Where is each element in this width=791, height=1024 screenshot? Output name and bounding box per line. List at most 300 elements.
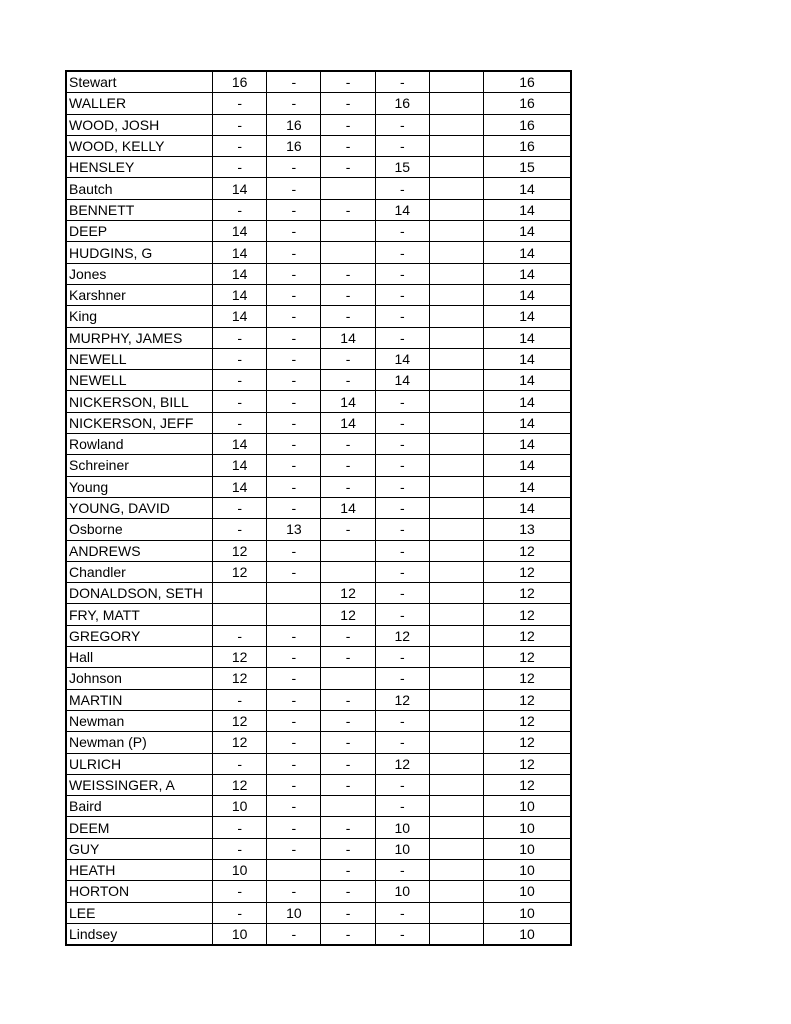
table-row: [66, 561, 571, 582]
table-row: [66, 859, 571, 880]
score-cell-4: -: [375, 391, 429, 412]
score-cell-2: 13: [267, 519, 321, 540]
score-cell-1: 14: [213, 178, 267, 199]
score-cell-2: -: [267, 93, 321, 114]
score-cell-1: 10: [213, 923, 267, 945]
score-cell-1: -: [213, 838, 267, 859]
score-cell-3: -: [321, 817, 375, 838]
name-cell: LEE: [66, 902, 213, 923]
score-cell-5: [429, 881, 483, 902]
score-cell-2: -: [267, 199, 321, 220]
name-cell: Newman (P): [66, 732, 213, 753]
total-cell: 14: [484, 434, 571, 455]
score-cell-4: -: [375, 71, 429, 93]
score-cell-2: -: [267, 434, 321, 455]
score-cell-3: -: [321, 284, 375, 305]
table-row: [66, 625, 571, 646]
score-cell-4: -: [375, 859, 429, 880]
total-cell: 14: [484, 455, 571, 476]
score-cell-2: -: [267, 647, 321, 668]
table-row: [66, 114, 571, 135]
score-cell-3: -: [321, 135, 375, 156]
score-cell-3: -: [321, 370, 375, 391]
table-row: [66, 647, 571, 668]
score-cell-3: 14: [321, 391, 375, 412]
table-row: [66, 157, 571, 178]
score-cell-5: [429, 710, 483, 731]
total-cell: 12: [484, 625, 571, 646]
score-cell-5: [429, 327, 483, 348]
score-cell-3: [321, 540, 375, 561]
score-cell-4: -: [375, 519, 429, 540]
score-cell-3: [321, 796, 375, 817]
score-cell-4: -: [375, 497, 429, 518]
name-cell: NICKERSON, BILL: [66, 391, 213, 412]
total-cell: 12: [484, 774, 571, 795]
total-cell: 12: [484, 710, 571, 731]
table-row: [66, 327, 571, 348]
total-cell: 12: [484, 540, 571, 561]
score-cell-5: [429, 540, 483, 561]
name-cell: Young: [66, 476, 213, 497]
score-cell-3: -: [321, 753, 375, 774]
score-cell-5: [429, 93, 483, 114]
name-cell: Lindsey: [66, 923, 213, 945]
name-cell: Baird: [66, 796, 213, 817]
total-cell: 16: [484, 93, 571, 114]
table-row: [66, 583, 571, 604]
total-cell: 10: [484, 923, 571, 945]
table-row: [66, 263, 571, 284]
score-cell-2: -: [267, 178, 321, 199]
total-cell: 12: [484, 753, 571, 774]
score-cell-5: [429, 455, 483, 476]
score-cell-3: -: [321, 348, 375, 369]
table-row: [66, 796, 571, 817]
score-cell-4: -: [375, 796, 429, 817]
table-row: [66, 732, 571, 753]
score-cell-1: 14: [213, 476, 267, 497]
score-cell-5: [429, 242, 483, 263]
score-cell-2: -: [267, 391, 321, 412]
score-cell-4: -: [375, 178, 429, 199]
score-cell-5: [429, 434, 483, 455]
score-cell-1: -: [213, 497, 267, 518]
score-cell-2: -: [267, 306, 321, 327]
score-cell-4: 12: [375, 753, 429, 774]
score-cell-1: 14: [213, 221, 267, 242]
name-cell: HUDGINS, G: [66, 242, 213, 263]
score-cell-2: -: [267, 348, 321, 369]
name-cell: Jones: [66, 263, 213, 284]
table-row: [66, 923, 571, 945]
name-cell: Stewart: [66, 71, 213, 93]
score-cell-2: -: [267, 284, 321, 305]
name-cell: WOOD, KELLY: [66, 135, 213, 156]
score-cell-1: [213, 604, 267, 625]
score-cell-1: 14: [213, 284, 267, 305]
score-cell-5: [429, 263, 483, 284]
score-cell-5: [429, 583, 483, 604]
score-cell-4: 16: [375, 93, 429, 114]
score-cell-5: [429, 796, 483, 817]
score-cell-3: [321, 668, 375, 689]
score-cell-4: 14: [375, 199, 429, 220]
score-cell-1: 16: [213, 71, 267, 93]
score-cell-3: -: [321, 306, 375, 327]
total-cell: 14: [484, 306, 571, 327]
total-cell: 16: [484, 135, 571, 156]
score-cell-4: -: [375, 114, 429, 135]
name-cell: Bautch: [66, 178, 213, 199]
total-cell: 10: [484, 796, 571, 817]
score-cell-2: -: [267, 561, 321, 582]
standings-table: [65, 70, 572, 946]
score-cell-2: -: [267, 455, 321, 476]
score-cell-1: 14: [213, 263, 267, 284]
score-cell-2: [267, 859, 321, 880]
score-cell-3: 12: [321, 604, 375, 625]
score-cell-4: -: [375, 561, 429, 582]
score-cell-1: 14: [213, 455, 267, 476]
table-row: [66, 221, 571, 242]
score-cell-1: -: [213, 817, 267, 838]
score-cell-2: -: [267, 732, 321, 753]
name-cell: Rowland: [66, 434, 213, 455]
score-cell-4: -: [375, 412, 429, 433]
score-cell-2: -: [267, 689, 321, 710]
score-cell-2: [267, 604, 321, 625]
score-cell-4: -: [375, 583, 429, 604]
name-cell: MURPHY, JAMES: [66, 327, 213, 348]
score-cell-2: 10: [267, 902, 321, 923]
score-cell-2: -: [267, 710, 321, 731]
score-cell-5: [429, 497, 483, 518]
table-row: [66, 519, 571, 540]
name-cell: BENNETT: [66, 199, 213, 220]
score-cell-1: 12: [213, 710, 267, 731]
score-cell-2: -: [267, 774, 321, 795]
name-cell: Newman: [66, 710, 213, 731]
score-cell-4: 15: [375, 157, 429, 178]
score-cell-2: -: [267, 497, 321, 518]
table-row: [66, 391, 571, 412]
total-cell: 16: [484, 114, 571, 135]
score-cell-2: -: [267, 71, 321, 93]
total-cell: 14: [484, 412, 571, 433]
table-row: [66, 817, 571, 838]
score-cell-1: -: [213, 902, 267, 923]
score-cell-3: -: [321, 923, 375, 945]
total-cell: 14: [484, 476, 571, 497]
name-cell: Osborne: [66, 519, 213, 540]
name-cell: WEISSINGER, A: [66, 774, 213, 795]
total-cell: 12: [484, 647, 571, 668]
score-cell-5: [429, 221, 483, 242]
score-cell-3: -: [321, 838, 375, 859]
table-row: [66, 689, 571, 710]
score-cell-1: -: [213, 348, 267, 369]
name-cell: Johnson: [66, 668, 213, 689]
table-row: [66, 71, 571, 93]
score-cell-2: -: [267, 881, 321, 902]
score-cell-4: -: [375, 774, 429, 795]
table-row: [66, 540, 571, 561]
score-cell-4: -: [375, 604, 429, 625]
score-cell-4: -: [375, 242, 429, 263]
score-cell-4: -: [375, 263, 429, 284]
score-cell-5: [429, 370, 483, 391]
score-cell-1: 10: [213, 796, 267, 817]
name-cell: ANDREWS: [66, 540, 213, 561]
total-cell: 12: [484, 604, 571, 625]
score-cell-2: [267, 583, 321, 604]
score-cell-5: [429, 774, 483, 795]
name-cell: Hall: [66, 647, 213, 668]
score-cell-1: 10: [213, 859, 267, 880]
name-cell: DEEM: [66, 817, 213, 838]
table-row: [66, 774, 571, 795]
score-cell-5: [429, 476, 483, 497]
score-cell-5: [429, 114, 483, 135]
score-cell-1: 12: [213, 540, 267, 561]
score-cell-4: -: [375, 476, 429, 497]
name-cell: WALLER: [66, 93, 213, 114]
score-cell-2: -: [267, 221, 321, 242]
total-cell: 15: [484, 157, 571, 178]
table-row: [66, 434, 571, 455]
score-cell-5: [429, 902, 483, 923]
total-cell: 14: [484, 242, 571, 263]
score-cell-2: -: [267, 625, 321, 646]
score-cell-3: 14: [321, 412, 375, 433]
score-cell-4: 10: [375, 817, 429, 838]
total-cell: 10: [484, 838, 571, 859]
score-cell-5: [429, 348, 483, 369]
score-cell-3: [321, 221, 375, 242]
total-cell: 12: [484, 732, 571, 753]
table-row: [66, 284, 571, 305]
score-cell-5: [429, 647, 483, 668]
score-cell-1: 14: [213, 434, 267, 455]
score-cell-1: -: [213, 327, 267, 348]
score-cell-2: 16: [267, 135, 321, 156]
score-cell-5: [429, 561, 483, 582]
score-cell-4: -: [375, 306, 429, 327]
total-cell: 14: [484, 327, 571, 348]
table-row: [66, 881, 571, 902]
score-cell-1: -: [213, 199, 267, 220]
score-cell-2: -: [267, 923, 321, 945]
score-cell-2: -: [267, 796, 321, 817]
table-row: [66, 93, 571, 114]
score-cell-3: -: [321, 434, 375, 455]
score-cell-1: 14: [213, 306, 267, 327]
score-cell-4: -: [375, 710, 429, 731]
name-cell: NICKERSON, JEFF: [66, 412, 213, 433]
score-cell-5: [429, 71, 483, 93]
score-cell-1: -: [213, 689, 267, 710]
total-cell: 14: [484, 348, 571, 369]
score-cell-2: -: [267, 817, 321, 838]
score-cell-4: -: [375, 135, 429, 156]
score-cell-3: -: [321, 647, 375, 668]
name-cell: WOOD, JOSH: [66, 114, 213, 135]
score-cell-2: 16: [267, 114, 321, 135]
score-cell-1: -: [213, 753, 267, 774]
score-cell-4: 12: [375, 689, 429, 710]
score-cell-2: -: [267, 412, 321, 433]
score-cell-5: [429, 817, 483, 838]
score-cell-3: -: [321, 689, 375, 710]
score-cell-4: 10: [375, 881, 429, 902]
score-cell-2: -: [267, 327, 321, 348]
score-cell-2: -: [267, 540, 321, 561]
table-row: [66, 476, 571, 497]
score-cell-2: -: [267, 370, 321, 391]
table-row: [66, 135, 571, 156]
score-cell-5: [429, 923, 483, 945]
score-cell-4: -: [375, 540, 429, 561]
name-cell: DEEP: [66, 221, 213, 242]
total-cell: 14: [484, 370, 571, 391]
score-cell-3: -: [321, 476, 375, 497]
score-cell-2: -: [267, 263, 321, 284]
score-cell-3: -: [321, 774, 375, 795]
score-cell-3: -: [321, 625, 375, 646]
total-cell: 12: [484, 668, 571, 689]
name-cell: YOUNG, DAVID: [66, 497, 213, 518]
table-row: [66, 710, 571, 731]
score-cell-1: 12: [213, 774, 267, 795]
total-cell: 16: [484, 71, 571, 93]
score-cell-1: -: [213, 114, 267, 135]
score-cell-4: 12: [375, 625, 429, 646]
score-cell-3: [321, 561, 375, 582]
score-cell-3: -: [321, 71, 375, 93]
score-cell-5: [429, 859, 483, 880]
score-cell-5: [429, 412, 483, 433]
score-cell-1: 12: [213, 668, 267, 689]
total-cell: 14: [484, 221, 571, 242]
score-cell-1: -: [213, 519, 267, 540]
table-row: [66, 455, 571, 476]
total-cell: 12: [484, 689, 571, 710]
name-cell: HENSLEY: [66, 157, 213, 178]
table-row: [66, 753, 571, 774]
score-cell-3: [321, 242, 375, 263]
score-cell-1: -: [213, 135, 267, 156]
score-cell-1: -: [213, 391, 267, 412]
score-cell-5: [429, 178, 483, 199]
table-row: [66, 199, 571, 220]
score-cell-5: [429, 668, 483, 689]
score-cell-3: -: [321, 263, 375, 284]
table-body: [66, 71, 571, 945]
total-cell: 10: [484, 817, 571, 838]
score-cell-1: 14: [213, 242, 267, 263]
table-row: [66, 497, 571, 518]
score-cell-2: -: [267, 668, 321, 689]
score-cell-5: [429, 689, 483, 710]
name-cell: King: [66, 306, 213, 327]
score-cell-4: -: [375, 327, 429, 348]
name-cell: GREGORY: [66, 625, 213, 646]
total-cell: 12: [484, 583, 571, 604]
total-cell: 14: [484, 391, 571, 412]
total-cell: 14: [484, 263, 571, 284]
score-cell-3: -: [321, 93, 375, 114]
score-cell-1: -: [213, 157, 267, 178]
score-cell-1: 12: [213, 561, 267, 582]
total-cell: 13: [484, 519, 571, 540]
name-cell: Chandler: [66, 561, 213, 582]
score-cell-3: -: [321, 859, 375, 880]
score-cell-3: -: [321, 732, 375, 753]
score-cell-3: 14: [321, 327, 375, 348]
score-cell-5: [429, 838, 483, 859]
score-cell-3: 14: [321, 497, 375, 518]
total-cell: 10: [484, 859, 571, 880]
score-cell-5: [429, 732, 483, 753]
total-cell: 14: [484, 284, 571, 305]
score-cell-3: -: [321, 710, 375, 731]
score-cell-2: -: [267, 838, 321, 859]
score-cell-4: -: [375, 923, 429, 945]
score-cell-3: -: [321, 114, 375, 135]
score-cell-1: -: [213, 412, 267, 433]
total-cell: 10: [484, 902, 571, 923]
score-cell-2: -: [267, 476, 321, 497]
score-cell-1: 12: [213, 647, 267, 668]
table-row: [66, 668, 571, 689]
score-cell-3: 12: [321, 583, 375, 604]
score-cell-1: 12: [213, 732, 267, 753]
name-cell: GUY: [66, 838, 213, 859]
score-cell-4: -: [375, 455, 429, 476]
score-cell-1: -: [213, 370, 267, 391]
score-cell-4: 14: [375, 370, 429, 391]
score-cell-4: -: [375, 902, 429, 923]
score-cell-3: -: [321, 455, 375, 476]
score-cell-4: -: [375, 668, 429, 689]
score-cell-5: [429, 519, 483, 540]
score-cell-2: -: [267, 157, 321, 178]
name-cell: HEATH: [66, 859, 213, 880]
name-cell: HORTON: [66, 881, 213, 902]
score-cell-4: -: [375, 221, 429, 242]
score-cell-5: [429, 135, 483, 156]
table-row: [66, 604, 571, 625]
score-cell-3: -: [321, 519, 375, 540]
total-cell: 14: [484, 199, 571, 220]
name-cell: FRY, MATT: [66, 604, 213, 625]
score-cell-3: -: [321, 881, 375, 902]
score-cell-4: 14: [375, 348, 429, 369]
score-cell-5: [429, 753, 483, 774]
table-row: [66, 902, 571, 923]
table-row: [66, 348, 571, 369]
name-cell: Karshner: [66, 284, 213, 305]
name-cell: MARTIN: [66, 689, 213, 710]
table-row: [66, 306, 571, 327]
score-cell-4: -: [375, 434, 429, 455]
score-cell-2: -: [267, 753, 321, 774]
score-cell-4: 10: [375, 838, 429, 859]
score-cell-5: [429, 157, 483, 178]
name-cell: NEWELL: [66, 348, 213, 369]
table-row: [66, 838, 571, 859]
